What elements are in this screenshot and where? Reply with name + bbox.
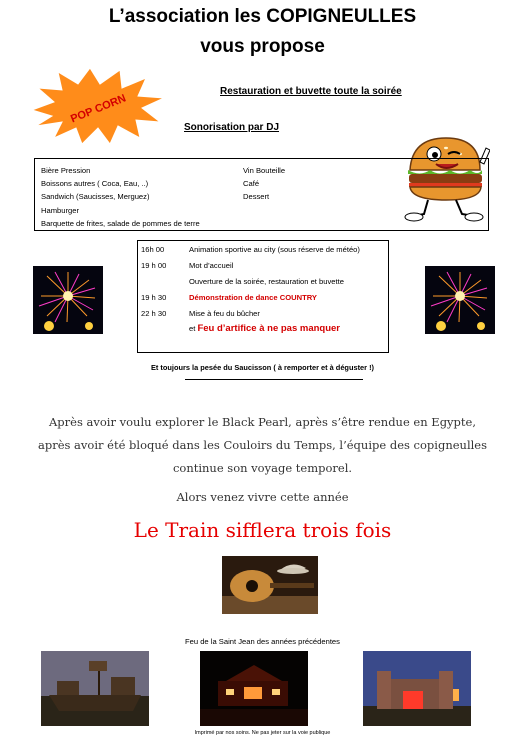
fireworks-icon (33, 266, 103, 334)
headline: Le Train sifflera trois fois (133, 518, 392, 542)
restauration-subtitle: Restauration et buvette toute la soirée (220, 86, 402, 97)
menu-item: Café (243, 179, 260, 189)
popcorn-label: POP CORN (69, 92, 128, 126)
schedule-row (141, 261, 233, 270)
schedule-row (141, 245, 360, 254)
schedule-text: Feu d’artifice à ne pas manquer (197, 323, 340, 334)
story-line: après avoir été bloqué dans les Couloirs du Temps, l’équipe des copigneulles (37, 438, 488, 452)
guitar-hat-icon (222, 556, 318, 614)
fireworks-icon (425, 266, 495, 334)
schedule-row (141, 323, 340, 334)
story-line: continue son voyage temporel. (172, 461, 353, 475)
menu-right-column (243, 164, 285, 204)
menu-box (34, 158, 489, 231)
story-line: Alors venez vivre cette année (176, 490, 349, 504)
story-line: Après avoir voulu explorer le Black Pearl, après s’être rendue en Egypte, (49, 415, 476, 429)
bonfire-photo (200, 651, 308, 726)
schedule-text: Animation sportive au city (sous réserve de météo) (189, 245, 360, 254)
schedule-row (141, 293, 317, 302)
poster-title-line2: vous propose (200, 36, 325, 57)
schedule-row (141, 309, 260, 318)
schedule-prefix: et (189, 324, 198, 333)
poster-title-line1: L’association les COPIGNEULLES (108, 6, 417, 27)
schedule-time: 19 h 30 (141, 293, 167, 302)
menu-item: Sandwich (Saucisses, Merguez) (41, 192, 150, 202)
schedule-time: 16h 00 (141, 245, 165, 254)
schedule-box (137, 240, 389, 353)
footer-note: Imprimé par nos soins. Ne pas jeter sur la voie publique (194, 730, 331, 736)
schedule-text: Démonstration de dance COUNTRY (189, 293, 317, 302)
starburst-icon (28, 66, 168, 146)
schedule-text: Mise à feu du bûcher (189, 309, 260, 318)
schedule-text: Ouverture de la soirée, restauration et buvette (189, 277, 344, 286)
schedule-text: Mot d’accueil (189, 261, 234, 270)
menu-item: Hamburger (41, 205, 79, 215)
castle-photo (363, 651, 471, 726)
photos-caption: Feu de la Saint Jean des années précédentes (185, 637, 340, 646)
ship-photo (41, 651, 149, 726)
schedule-row (141, 277, 344, 286)
menu-item: Bière Pression (41, 166, 91, 175)
sonorisation-subtitle: Sonorisation par DJ (184, 122, 280, 133)
menu-item: Barquette de frites, salade de pommes de terre (41, 218, 200, 228)
pesee-note: Et toujours la pesée du Saucisson ( à remporter et à déguster !) (150, 363, 374, 372)
menu-left-column (41, 164, 200, 230)
schedule-time: 19 h 00 (141, 261, 167, 270)
menu-item: Boissons autres ( Coca, Eau, ..) (41, 179, 149, 189)
menu-item: Dessert (243, 192, 270, 202)
schedule-time: 22 h 30 (141, 309, 167, 318)
menu-item: Vin Bouteille (243, 166, 286, 175)
divider (185, 379, 363, 380)
